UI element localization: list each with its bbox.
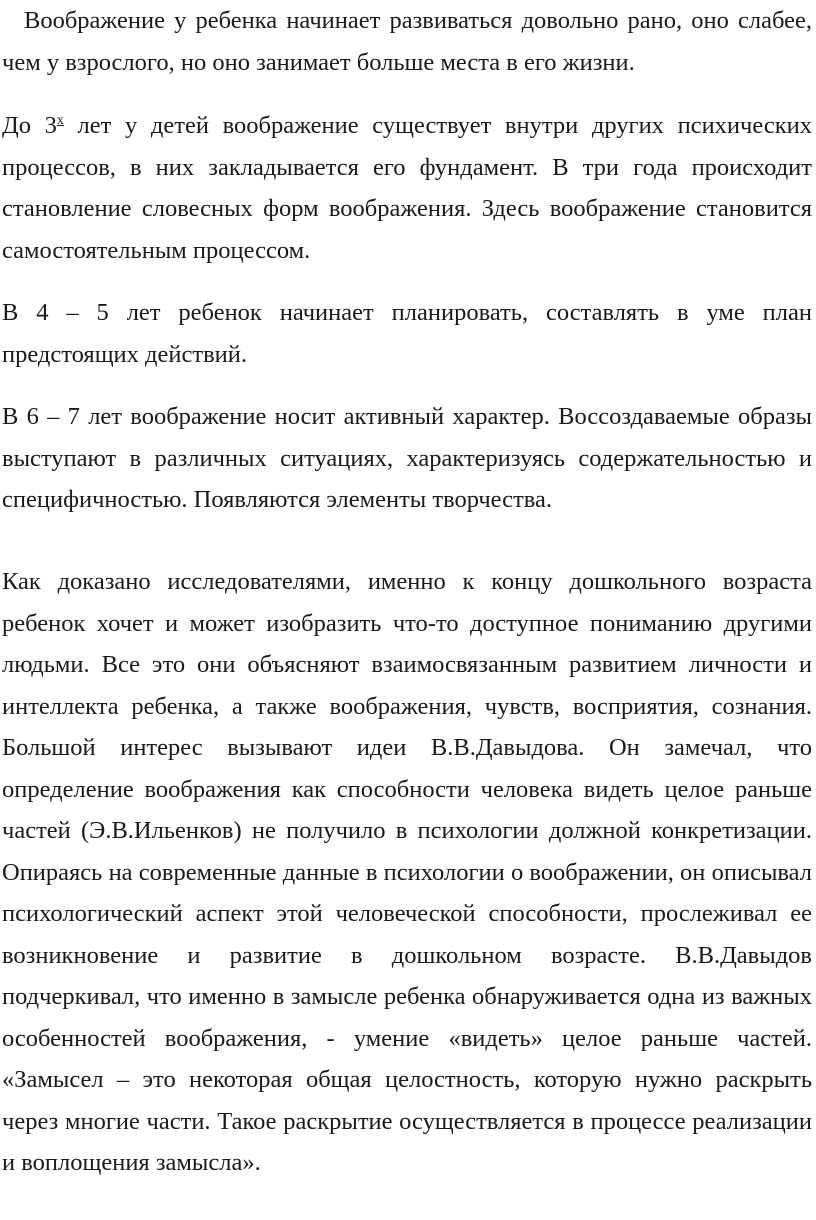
paragraph-3: В 4 – 5 лет ребенок начинает планировать, составлять в уме план предстоящих действий. [2,299,812,368]
paragraph-2-start: До 3 [2,112,57,139]
paragraph-4: В 6 – 7 лет воображение носит активный характер. Воссоздаваемые образы выступают в различных ситуациях, характеризуясь содержательностью и специфичностью. Появляются элементы творчества. [2,403,812,513]
superscript-mark: х [56,112,64,128]
paragraph-2 [2,105,812,271]
paragraph-2-rest: лет у детей воображение существует внутри других психических процессов, в них закладывается его фундамент. В три года происходит становление словесных форм воображения. Здесь воображение становится самостоятельным процессом. [2,112,812,264]
paragraph-5: Как доказано исследователями, именно к концу дошкольного возраста ребенок хочет и может изобразить что-то доступное пониманию другими людьми. Все это они объясняют взаимосвязанным развитием личности и интеллекта ребенка, а также воображения, чувств, восприятия, сознания. Большой интерес вызывают идеи В.В.Давыдова. Он замечал, что определение воображения как способности человека видеть целое раньше частей (Э.В.Ильенков) не получило в психологии должной конкретизации. Опираясь на современные данные в психологии о воображении, он описывал психологический аспект этой человеческой способности, прослеживал ее возникновение и развитие в дошкольном возрасте. В.В.Давыдов подчеркивал, что именно в замысле ребенка обнаруживается одна из важных особенностей воображения, - умение «видеть» целое раньше частей. «Замысел – это некоторая общая целостность, которую нужно раскрыть через многие части. Такое раскрытие осуществляется в процессе реализации и воплощения замысла». [2,568,812,1176]
paragraph-1: Воображение у ребенка начинает развиваться довольно рано, оно слабее, чем у взрослого, но оно занимает больше места в его жизни. [2,7,812,76]
